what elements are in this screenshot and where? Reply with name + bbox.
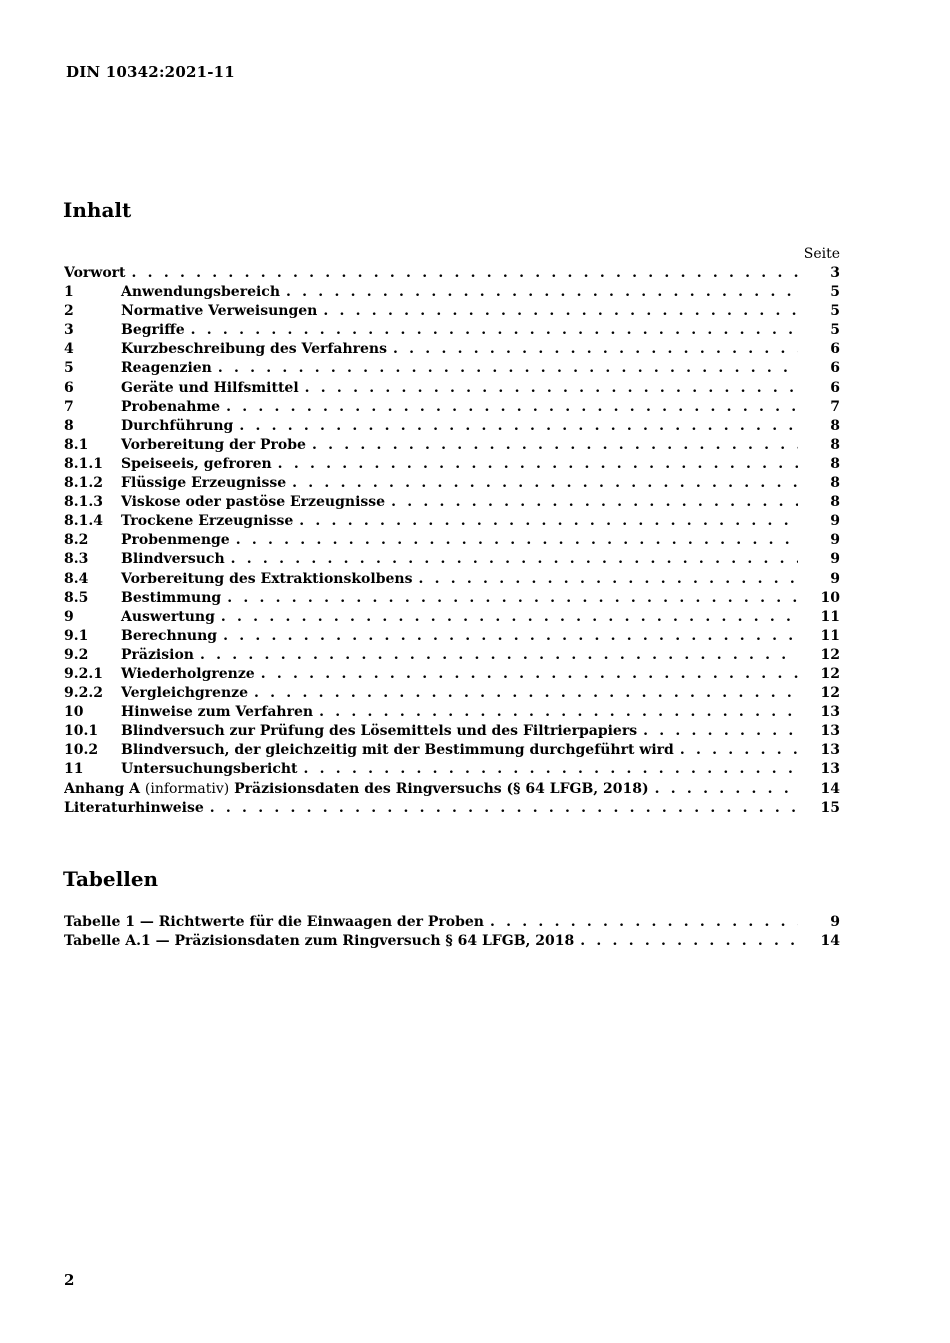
toc-entry[interactable] [64, 475, 840, 494]
toc-entry-title: Speiseeis, gefroren [121, 455, 272, 472]
toc-entry-page: 12 [820, 646, 840, 663]
dot-leader [200, 647, 798, 663]
toc-entry-number: 10.2 [64, 742, 99, 759]
toc-entry-page: 13 [820, 704, 840, 721]
toc-entry-title: Auswertung [121, 608, 215, 625]
toc-entry[interactable] [64, 685, 840, 704]
dot-leader [680, 742, 798, 758]
toc-entry-number: 7 [64, 398, 74, 415]
dot-leader [227, 590, 798, 606]
toc-entry-number: 6 [64, 379, 74, 396]
dot-leader [655, 781, 798, 797]
toc-entry-number: 8.1.4 [64, 513, 103, 530]
table-entry-title: Tabelle A.1 — Präzisionsdaten zum Ringversuch § 64 LFGB, 2018 [64, 933, 575, 950]
toc-entry-title: Geräte und Hilfsmittel [121, 379, 299, 396]
toc-entry-number: 5 [64, 360, 74, 377]
toc-entry-number: 4 [64, 341, 74, 358]
annex-title [64, 781, 649, 797]
toc-entry-title: Vergleichgrenze [121, 685, 249, 702]
toc-entry[interactable] [64, 742, 840, 761]
dot-leader [580, 933, 798, 949]
toc-entry-annex[interactable] [64, 781, 840, 800]
table-entry-page: 9 [830, 914, 840, 930]
bibliography-title: Literaturhinweise [64, 799, 204, 816]
dot-leader [299, 513, 798, 529]
dot-leader [286, 284, 798, 300]
toc-entry-number: 8.1.3 [64, 494, 103, 511]
toc-entry-number: 8.1 [64, 436, 89, 453]
annex-qualifier: (informativ) [144, 780, 230, 797]
toc-entry-title: Kurzbeschreibung des Verfahrens [121, 341, 387, 358]
toc-entry-title: Vorbereitung des Extraktionskolbens [121, 570, 413, 587]
toc-entry-page: 3 [830, 265, 840, 281]
toc-entry-page: 6 [830, 379, 840, 396]
toc-entry-number: 9 [64, 608, 74, 625]
dot-leader [490, 914, 798, 930]
toc-entry[interactable] [64, 723, 840, 742]
toc-entry-number: 9.2.2 [64, 685, 103, 702]
toc-entry[interactable] [64, 437, 840, 456]
page-column-label: Seite [803, 246, 840, 262]
toc-entry-title: Wiederholgrenze [121, 665, 255, 682]
toc-entry-number: 8.4 [64, 570, 89, 587]
toc-entry-page: 13 [820, 742, 840, 759]
toc-entry-number: 8.3 [64, 551, 89, 568]
toc-entry[interactable] [64, 609, 840, 628]
toc-entry-page: 8 [830, 455, 840, 472]
dot-leader [132, 265, 798, 281]
toc-entry-page: 5 [830, 322, 840, 339]
toc-entry-title: Vorbereitung der Probe [121, 436, 306, 453]
dot-leader [231, 551, 798, 567]
toc-entry-title: Durchführung [121, 417, 234, 434]
toc-entry[interactable] [64, 360, 840, 379]
dot-leader [261, 666, 798, 682]
dot-leader [305, 380, 798, 396]
dot-leader [278, 456, 798, 472]
toc-entry[interactable] [64, 265, 840, 284]
toc-entry-number: 8.1.1 [64, 455, 103, 472]
tables-heading: Tabellen [63, 867, 159, 891]
toc-entry-number: 10 [64, 704, 84, 721]
toc-entry[interactable] [64, 532, 840, 551]
toc-entry-number: 8 [64, 417, 74, 434]
dot-leader [191, 322, 798, 338]
toc-entry-page: 15 [820, 799, 840, 816]
toc-entry-number: 8.5 [64, 589, 89, 606]
toc-entry[interactable] [64, 303, 840, 322]
toc-entry[interactable] [64, 380, 840, 399]
toc-entry-page: 8 [830, 436, 840, 453]
toc-entry-page: 5 [830, 284, 840, 301]
toc-entry-title: Anwendungsbereich [121, 284, 280, 301]
dot-leader [312, 437, 798, 453]
dot-leader [393, 341, 798, 357]
dot-leader [254, 685, 798, 701]
toc-entry[interactable] [64, 666, 840, 685]
toc-entry-page: 6 [830, 360, 840, 377]
tables-list [64, 914, 840, 952]
dot-leader [218, 360, 798, 376]
toc-entry[interactable] [64, 761, 840, 780]
toc-entry-page: 9 [830, 570, 840, 587]
dot-leader [226, 399, 798, 415]
toc-entry[interactable] [64, 704, 840, 723]
dot-leader [391, 494, 798, 510]
toc-entry-title: Reagenzien [121, 360, 212, 377]
toc-entry-title: Blindversuch zur Prüfung des Lösemittels und des Filtrierpapiers [121, 723, 638, 740]
toc-entry-number: 1 [64, 284, 74, 301]
toc-entry-title: Normative Verweisungen [121, 303, 318, 320]
toc-entry-page: 14 [820, 780, 840, 797]
toc-entry-title: Berechnung [121, 627, 218, 644]
toc-entry-page: 9 [830, 551, 840, 568]
toc-entry[interactable] [64, 494, 840, 513]
toc-entry-page: 9 [830, 532, 840, 549]
toc-entry-number: 8.1.2 [64, 475, 103, 492]
toc-entry-title: Probenahme [121, 398, 221, 415]
table-entry-title: Tabelle 1 — Richtwerte für die Einwaagen der Proben [64, 914, 484, 930]
toc-entry-page: 8 [830, 475, 840, 492]
toc-entry-page: 11 [820, 627, 840, 644]
toc-entry-page: 12 [820, 665, 840, 682]
toc-entry-title: Flüssige Erzeugnisse [121, 475, 287, 492]
toc-entry-title: Vorwort [64, 265, 126, 281]
toc-entry-number: 2 [64, 303, 74, 320]
toc-entry[interactable] [64, 628, 840, 647]
toc-entry-number: 11 [64, 761, 84, 778]
table-entry[interactable] [64, 914, 840, 933]
dot-leader [236, 532, 798, 548]
toc-heading: Inhalt [63, 198, 132, 222]
toc-entry[interactable] [64, 590, 840, 609]
toc-entry[interactable] [64, 647, 840, 666]
toc-entry-page: 7 [830, 398, 840, 415]
dot-leader [292, 475, 798, 491]
toc-entry-number: 9.1 [64, 627, 89, 644]
toc-entry-bibliography[interactable] [64, 800, 840, 819]
toc-entry-number: 3 [64, 322, 74, 339]
toc-entry-number: 9.2 [64, 646, 89, 663]
toc-entry[interactable] [64, 341, 840, 360]
toc-entry-number: 8.2 [64, 532, 89, 549]
toc-entry-page: 5 [830, 303, 840, 320]
document-id: DIN 10342:2021-11 [66, 63, 235, 81]
toc-entry-page: 13 [820, 761, 840, 778]
toc-entry-page: 10 [820, 589, 840, 606]
dot-leader [210, 800, 798, 816]
toc-entry[interactable] [64, 551, 840, 570]
toc-entry[interactable] [64, 456, 840, 475]
toc-entry-page: 12 [820, 685, 840, 702]
table-entry-page: 14 [820, 933, 840, 950]
toc-entry-page: 8 [830, 494, 840, 511]
toc-entry-title: Trockene Erzeugnisse [121, 513, 294, 530]
toc-entry[interactable] [64, 513, 840, 532]
toc-entry-number: 9.2.1 [64, 665, 103, 682]
annex-name: Präzisionsdaten des Ringversuchs (§ 64 LFGB, 2018) [234, 780, 649, 797]
toc-entry[interactable] [64, 571, 840, 590]
dot-leader [323, 303, 798, 319]
toc-entry-page: 6 [830, 341, 840, 358]
toc-entry-title: Bestimmung [121, 589, 222, 606]
toc-entry[interactable] [64, 418, 840, 437]
table-entry[interactable] [64, 933, 840, 952]
toc-entry-title: Präzision [121, 646, 194, 663]
dot-leader [239, 418, 798, 434]
toc-entry[interactable] [64, 399, 840, 418]
dot-leader [643, 723, 798, 739]
toc-entry-title: Blindversuch, der gleichzeitig mit der Bestimmung durchgeführt wird [121, 742, 674, 759]
toc-entry-title: Hinweise zum Verfahren [121, 704, 314, 721]
dot-leader [319, 704, 798, 720]
toc-entry-title: Probenmenge [121, 532, 230, 549]
page-number: 2 [64, 1271, 75, 1289]
toc-entry-title: Begriffe [121, 322, 185, 339]
dot-leader [221, 609, 798, 625]
toc-entry-title: Untersuchungsbericht [121, 761, 298, 778]
toc-list [64, 265, 840, 819]
dot-leader [418, 571, 798, 587]
toc-entry-number: 10.1 [64, 723, 99, 740]
annex-prefix: Anhang A [64, 780, 140, 797]
dot-leader [223, 628, 798, 644]
toc-entry[interactable] [64, 284, 840, 303]
toc-entry-page: 11 [820, 608, 840, 625]
toc-entry-page: 8 [830, 417, 840, 434]
toc-entry-title: Viskose oder pastöse Erzeugnisse [121, 494, 386, 511]
toc-entry[interactable] [64, 322, 840, 341]
toc-entry-page: 13 [820, 723, 840, 740]
dot-leader [304, 761, 799, 777]
toc-entry-page: 9 [830, 513, 840, 530]
toc-entry-title: Blindversuch [121, 551, 225, 568]
